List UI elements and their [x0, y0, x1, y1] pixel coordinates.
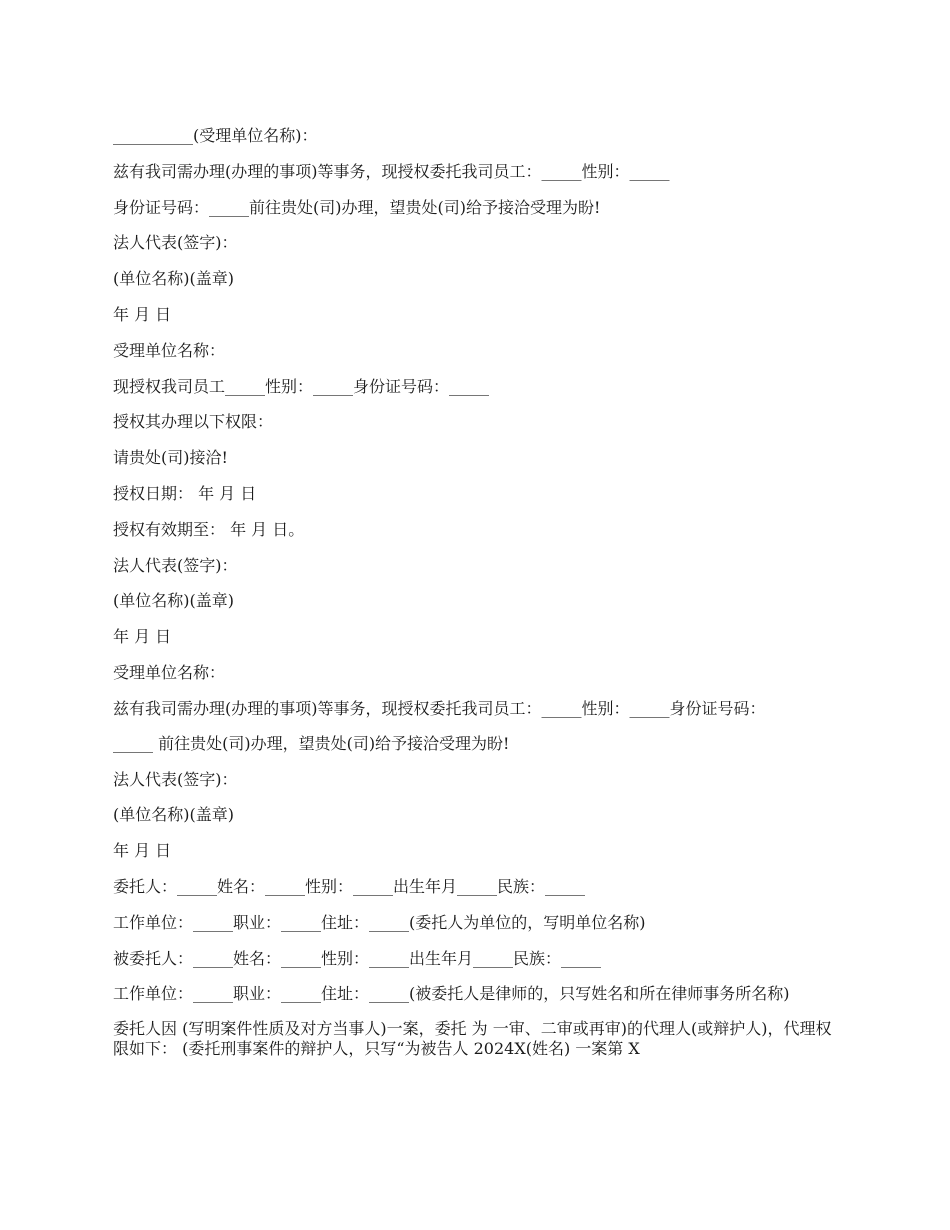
text-line: 年 月 日: [113, 304, 172, 324]
text-line: 委托人因 (写明案件性质及对方当事人)一案，委托 为 一审、二审或再审)的代理人(或辩护人)，代理权限如下： (委托刑事案件的辩护人，只写“为被告人 2024X(姓名) 一案第 X: [113, 1019, 832, 1059]
text-line: 工作单位：_____职业：_____住址：_____(委托人为单位的，写明单位名称): [113, 912, 646, 932]
text-line: 身份证号码：_____前往贵处(司)办理，望贵处(司)给予接洽受理为盼!: [113, 197, 601, 217]
text-line: 年 月 日: [113, 627, 172, 647]
text-line: _____ 前往贵处(司)办理，望贵处(司)给予接洽受理为盼!: [113, 733, 510, 753]
text-line: 受理单位名称：: [113, 662, 226, 682]
text-line: 被委托人：_____姓名：_____性别：_____出生年月_____民族：_____: [113, 948, 602, 968]
text-line: 兹有我司需办理(办理的事项)等事务，现授权委托我司员工：_____性别：_____身份证号码：: [113, 698, 766, 718]
text-line: 授权日期： 年 月 日: [113, 483, 257, 503]
text-line: 年 月 日: [113, 841, 172, 861]
text-line: 现授权我司员工_____性别：_____身份证号码：_____: [113, 376, 490, 396]
text-line: 法人代表(签字)：: [113, 769, 238, 789]
text-line: (单位名称)(盖章): [113, 805, 234, 825]
text-line: 兹有我司需办理(办理的事项)等事务，现授权委托我司员工：_____性别：_____: [113, 161, 670, 181]
text-line: 授权有效期至： 年 月 日。: [113, 519, 305, 539]
text-line: __________(受理单位名称)：: [113, 126, 318, 145]
text-line: 请贵处(司)接洽!: [113, 448, 228, 468]
text-line: 受理单位名称：: [113, 340, 226, 360]
text-line: 法人代表(签字)：: [113, 233, 238, 253]
text-line: 委托人：_____姓名：_____性别：_____出生年月_____民族：_____: [113, 876, 586, 896]
text-line: (单位名称)(盖章): [113, 269, 234, 289]
document-body: [113, 126, 843, 1074]
text-line: 工作单位：_____职业：_____住址：_____(被委托人是律师的，只写姓名和所在律师事务所名称): [113, 984, 790, 1004]
text-line: (单位名称)(盖章): [113, 591, 234, 611]
text-line: 法人代表(签字)：: [113, 555, 238, 575]
text-line: 授权其办理以下权限：: [113, 412, 274, 432]
